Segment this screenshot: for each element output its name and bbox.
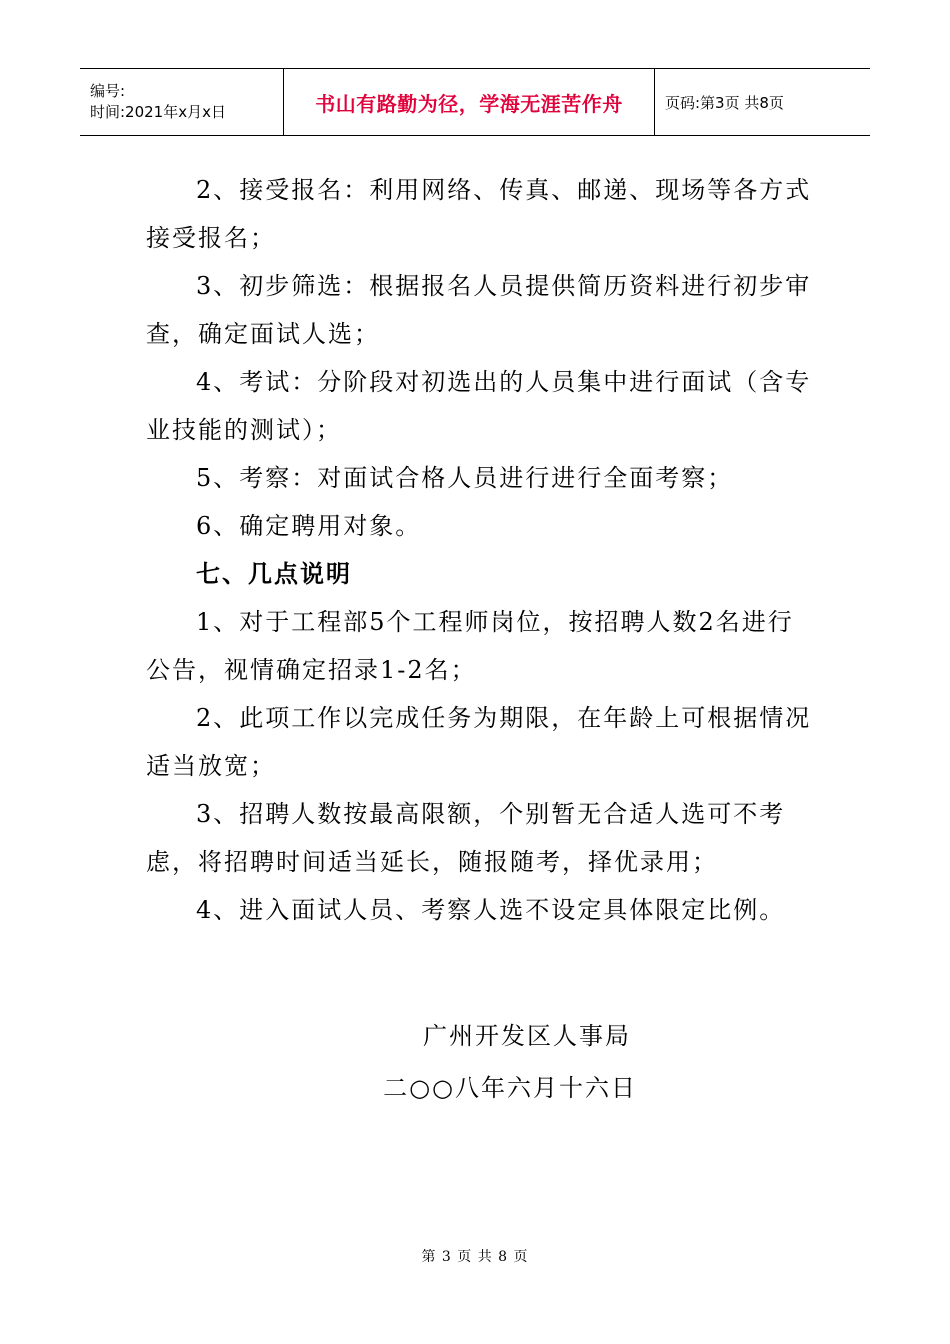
signature-block [0, 1010, 950, 1114]
step-4-paragraph: 4、考试：分阶段对初选出的人员集中进行面试（含专业技能的测试）； [146, 368, 812, 444]
note-4-paragraph: 4、进入面试人员、考察人选不设定具体限定比例。 [196, 896, 786, 924]
document-body [146, 166, 816, 934]
note-2-paragraph: 2、此项工作以完成任务为期限，在年龄上可根据情况适当放宽； [146, 704, 812, 780]
document-time-label: 时间:2021年x月x日 [90, 103, 226, 121]
step-5-paragraph: 5、考察：对面试合格人员进行进行全面考察； [196, 464, 734, 492]
page-footer: 第 3 页 共 8 页 [421, 1249, 529, 1265]
header-page-number: 页码:第3页 共8页 [665, 93, 784, 112]
header-motto: 书山有路勤为径，学海无涯苦作舟 [315, 91, 623, 116]
signature-date: 二○○八年六月十六日 [383, 1074, 637, 1102]
header-page-cell [655, 69, 870, 135]
step-2-paragraph: 2、接受报名：利用网络、传真、邮递、现场等各方式接受报名； [146, 176, 812, 252]
step-3-paragraph: 3、初步筛选：根据报名人员提供简历资料进行初步审查，确定面试人选； [146, 272, 812, 348]
document-number-label: 编号: [90, 82, 126, 100]
step-6-paragraph: 6、确定聘用对象。 [196, 512, 422, 540]
signature-organization: 广州开发区人事局 [423, 1022, 631, 1050]
note-3-paragraph: 3、招聘人数按最高限额，个别暂无合适人选可不考虑，将招聘时间适当延长，随报随考，择优录用； [146, 800, 786, 876]
header-motto-cell [283, 69, 655, 135]
header-meta [80, 69, 283, 135]
note-1-paragraph: 1、对于工程部5个工程师岗位，按招聘人数2名进行公告，视情确定招录1-2名； [146, 608, 794, 684]
page-header [80, 68, 870, 136]
section-title: 七、几点说明 [196, 560, 352, 588]
